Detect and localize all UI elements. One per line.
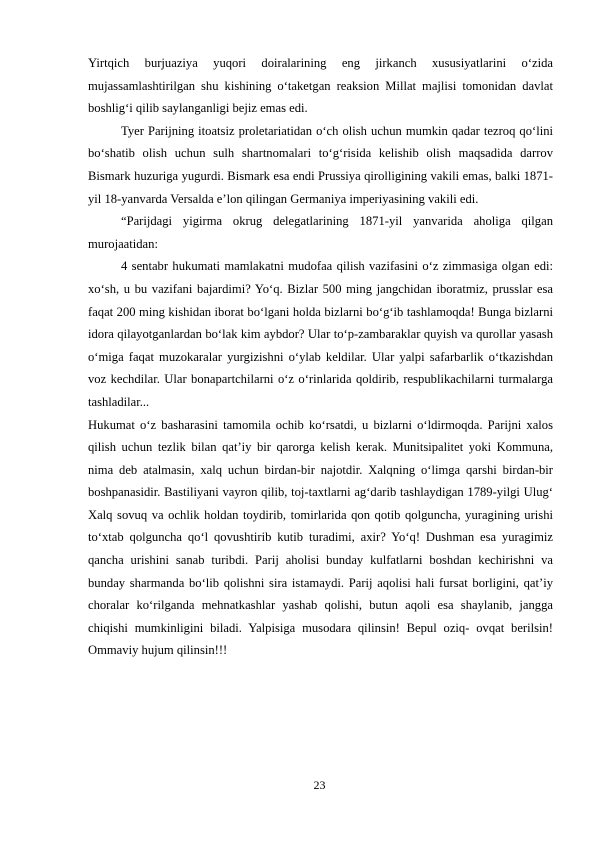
page-number: 23 <box>313 778 326 792</box>
paragraph-5: Hukumat o‘z basharasini tamomila ochib ko‘rsatdi, u bizlarni o‘ldirmoqda. Parijni xalos qilish uchun tezlik bilan qat’iy bir qarorga kelish kerak. Munitsipalitet yoki Kommuna, nima deb atalmasin, xalq uchun birdan-bir najotdir. Xalqning o‘limga qarshi birdan-bir boshpanasidir. Bastiliyani vayron qilib, toj-taxtlarni ag‘darib tashlaydigan 1789-yilgi Ulug‘ Xalq sovuq va ochlik holdan toydirib, tomirlarida qon qotib qolguncha, yuragining urishi to‘xtab qolguncha qo‘l qovushtirib kutib turadimi, axir? Yo‘q! Dushman esa yuragimiz qancha urishini sanab turibdi. Parij aholisi bunday kulfatlarni boshdan kechirishni va bunday sharmanda bo‘lib qolishni sira istamaydi. Parij aqolisi hali fursat borligini, qat’iy choralar ko‘rilganda mehnatkashlar yashab qolishi, butun aqoli esa shaylanib, jangga chiqishi mumkinligini biladi. Yalpisiga musodara qilinsin! Bepul oziq- ovqat berilsin! Ommaviy hujum qilinsin!!! <box>88 417 553 658</box>
paragraph-4: 4 sentabr hukumati mamlakatni mudofaa qilish vazifasini o‘z zimmasiga olgan edi: xo‘sh, u bu vazifani bajardimi? Yo‘q. Bizlar 500 ming jangchidan iboratmiz, prusslar esa faqat 200 ming kishidan iborat bo‘lgani holda bizlarni bo‘g‘ib tashlamoqda! Bunga bizlarni idora qilayotganlardan bo‘lak kim aybdor? Ular to‘p-zambaraklar quyish va qurollar yasash o‘miga faqat muzokaralar yurgizishni o‘ylab keldilar. Ular yalpi safarbarlik o‘tkazishdan voz kechdilar. Ular bonapartchilarni o‘z o‘rinlarida qoldirib, respublikachilarni turmalarga tashladilar... <box>88 259 553 409</box>
paragraph-3: “Parijdagi yigirma okrug delegatlarining 1871-yil yanvarida aholiga qilgan murojaatidan: <box>88 214 553 251</box>
document-page <box>88 52 553 662</box>
paragraph-2: Tyer Parijning itoatsiz proletariatidan o‘ch olish uchun mumkin qadar tezroq qo‘lini bo‘shatib olish uchun sulh shartnomalari to‘g‘risida kelishib olish maqsadida darrov Bismark huzuriga yugurdi. Bismark esa endi Prussiya qirolligining vakili emas, balki 1871-yil 18-yanvarda Versalda e’lon qilingan Germaniya imperiyasining vakili edi. <box>88 123 553 206</box>
paragraph-1: Yirtqich burjuaziya yuqori doiralarining eng jirkanch xususiyatlarini o‘zida mujassamlashtirilgan shu kishining o‘taketgan reaksion Millat majlisi tomonidan davlat boshlig‘i qilib saylanganligi bejiz emas edi. <box>88 56 553 116</box>
